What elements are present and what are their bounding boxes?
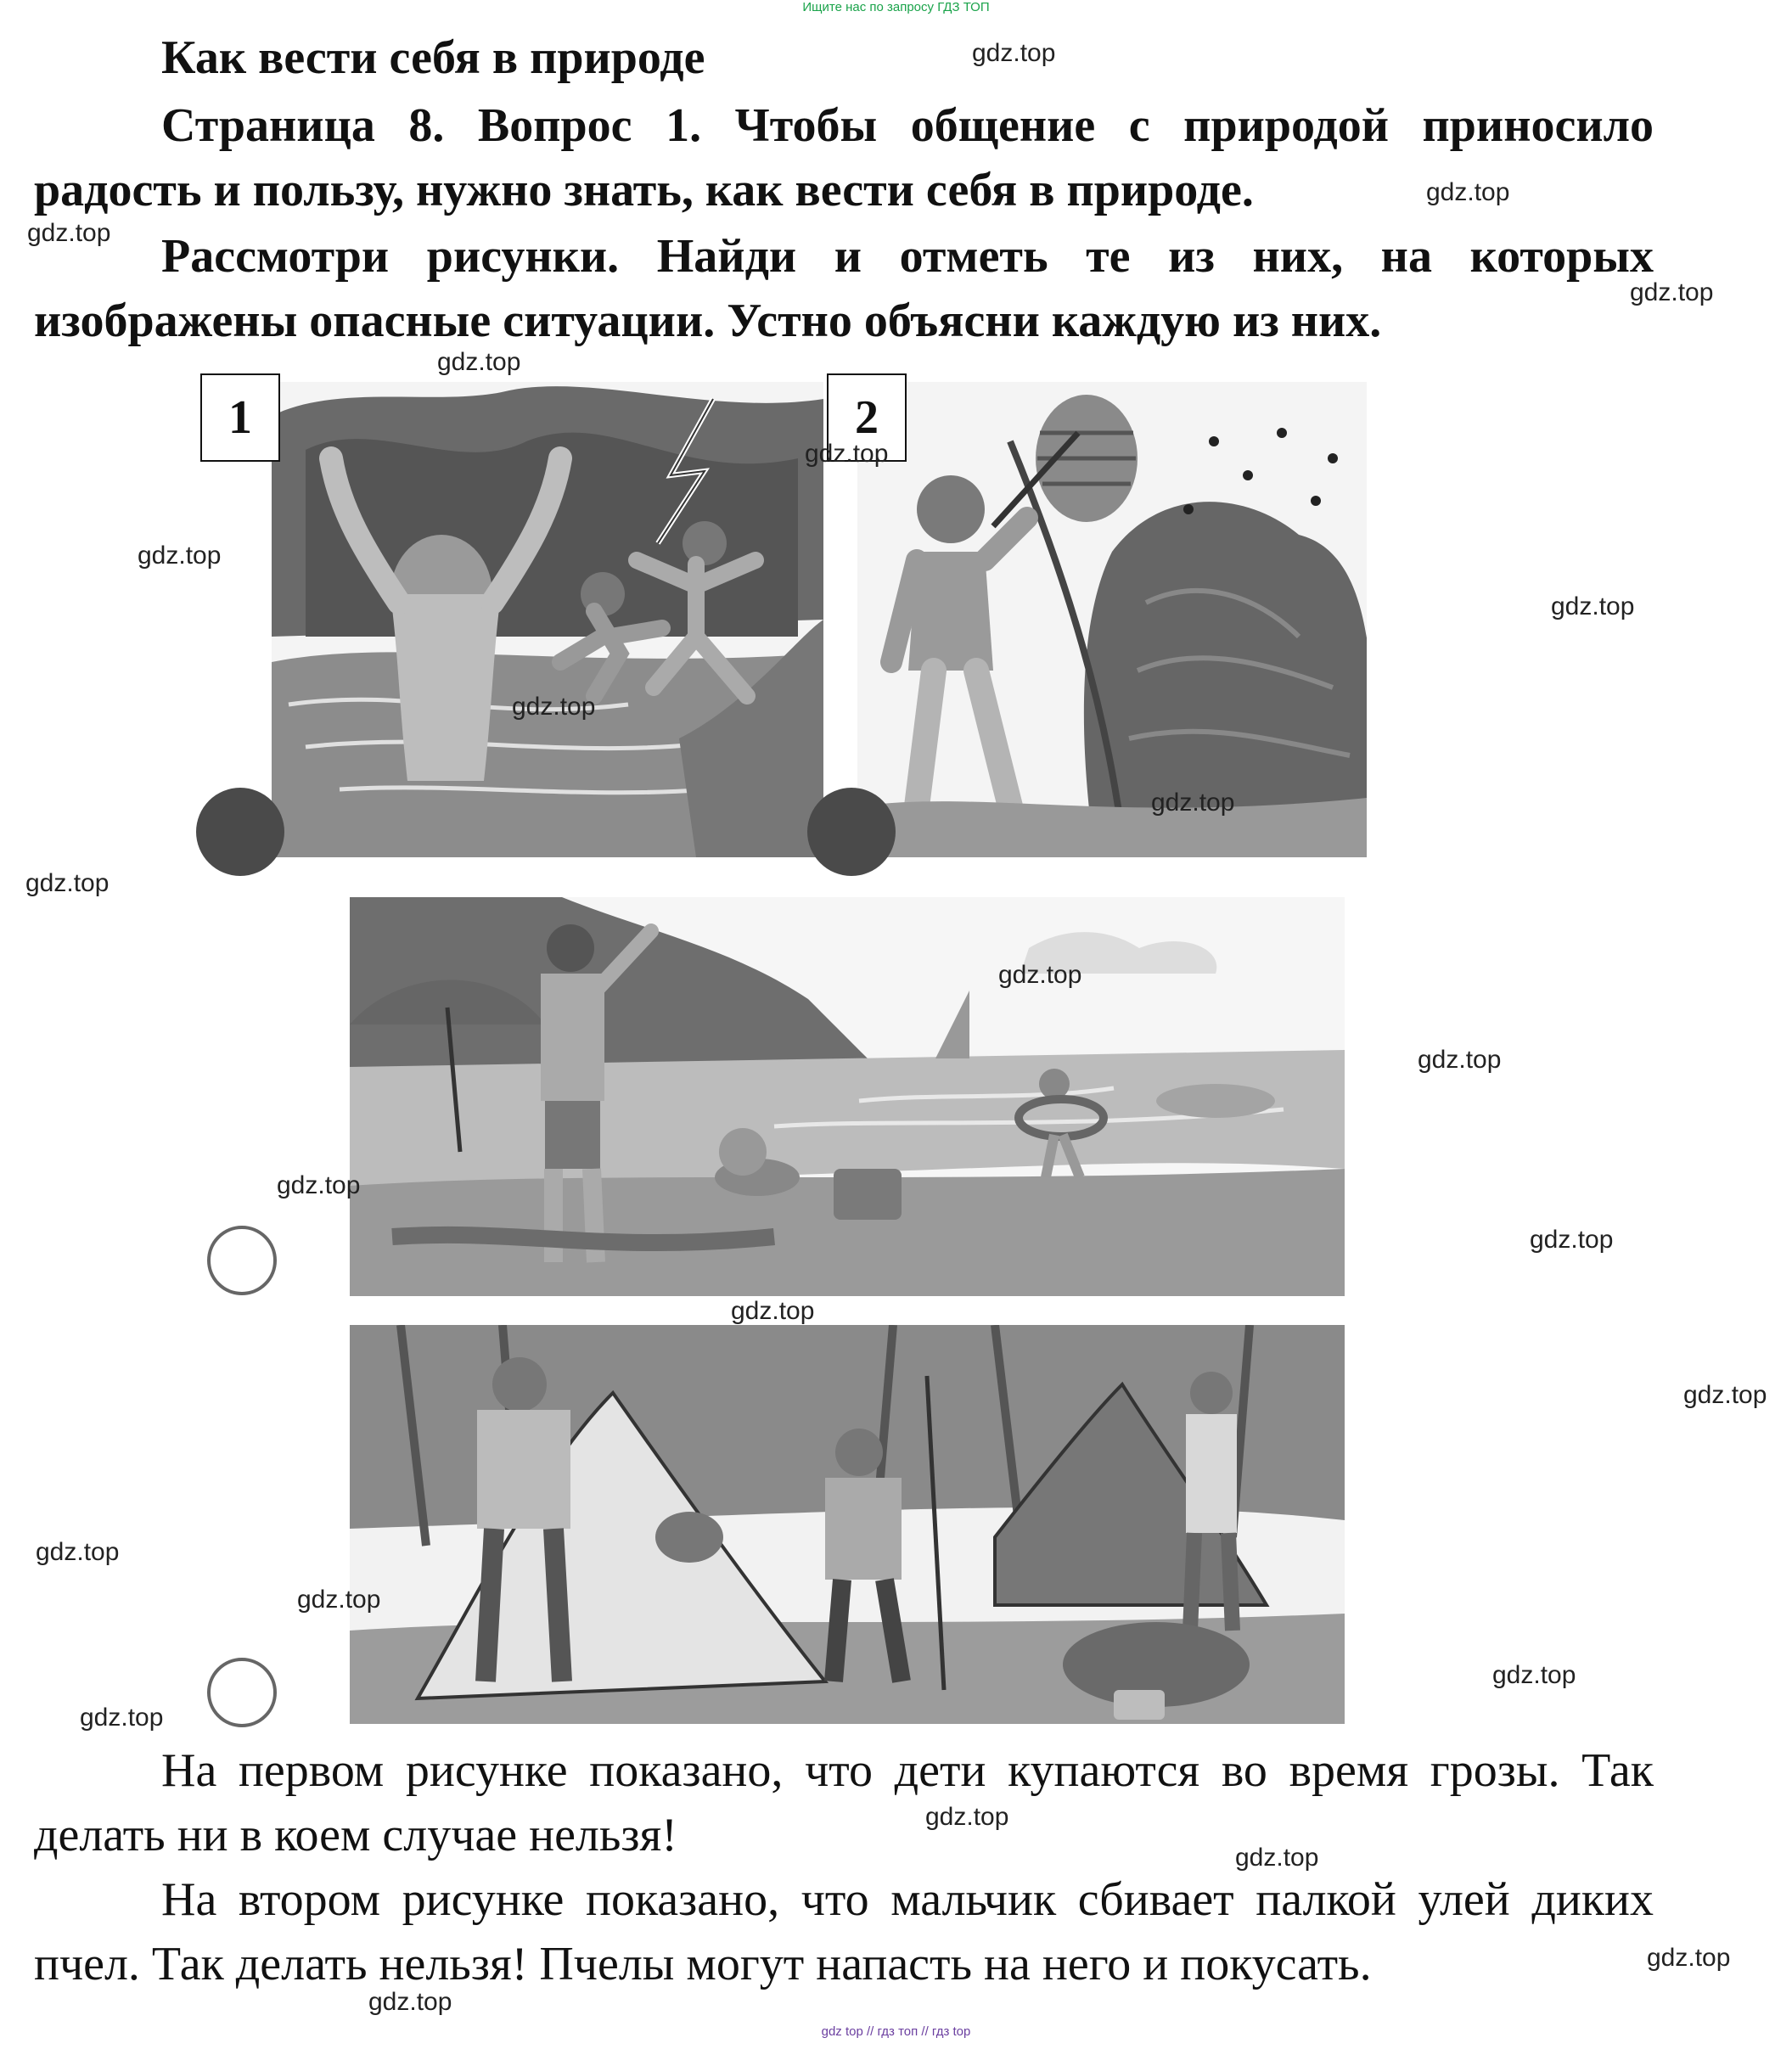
watermark: gdz.top — [27, 219, 111, 247]
watermark: gdz.top — [1551, 592, 1635, 620]
watermark: gdz.top — [805, 440, 889, 468]
task-line-1: Страница 8. Вопрос 1. Чтобы общение с природой приносило — [161, 99, 1654, 152]
watermark: gdz.top — [297, 1586, 381, 1614]
bottom-banner[interactable]: gdz top // гдз топ // гдз top — [821, 2024, 971, 2039]
watermark: gdz.top — [925, 1803, 1009, 1831]
answer-2-line-2: пчел. Так делать нельзя! Пчелы могут напасть на него и покусать. — [34, 1938, 1372, 1990]
task-line-3: Рассмотри рисунки. Найди и отметь те из них, на которых — [161, 230, 1654, 283]
picture-1-thunderstorm-swimming — [272, 382, 823, 857]
watermark: gdz.top — [277, 1171, 361, 1199]
watermark: gdz.top — [1647, 1944, 1731, 1972]
watermark: gdz.top — [1151, 789, 1235, 817]
watermark: gdz.top — [512, 693, 596, 721]
watermark: gdz.top — [1683, 1381, 1767, 1409]
answer-1-line-1: На первом рисунке показано, что дети купаются во время грозы. Так — [161, 1744, 1654, 1797]
picture-2-number: 2 — [827, 373, 907, 462]
watermark: gdz.top — [36, 1538, 120, 1566]
task-line-4: изображены опасные ситуации. Устно объясни каждую из них. — [34, 295, 1382, 347]
picture-1-mark-filled[interactable] — [196, 788, 284, 876]
watermark: gdz.top — [437, 348, 521, 376]
watermark: gdz.top — [1630, 278, 1714, 306]
watermark: gdz.top — [368, 1988, 452, 2016]
watermark: gdz.top — [731, 1297, 815, 1325]
picture-1-number: 1 — [200, 373, 280, 462]
watermark: gdz.top — [138, 542, 222, 570]
answer-1-line-2: делать ни в коем случае нельзя! — [34, 1809, 677, 1861]
watermark: gdz.top — [80, 1704, 164, 1732]
page-title: Как вести себя в природе — [161, 31, 705, 84]
watermark: gdz.top — [1418, 1046, 1502, 1074]
picture-3-beach — [350, 897, 1345, 1296]
picture-3-mark-empty[interactable] — [207, 1226, 277, 1295]
picture-2-bee-hive — [857, 382, 1367, 857]
watermark: gdz.top — [1530, 1226, 1614, 1254]
picture-4-mark-empty[interactable] — [207, 1658, 277, 1727]
watermark: gdz.top — [972, 39, 1056, 67]
watermark: gdz.top — [998, 961, 1082, 989]
watermark: gdz.top — [1492, 1661, 1576, 1689]
picture-2-mark-filled[interactable] — [807, 788, 896, 876]
picture-4-tents — [350, 1325, 1345, 1724]
watermark: gdz.top — [1426, 178, 1510, 206]
answer-2-line-1: На втором рисунке показано, что мальчик сбивает палкой улей диких — [161, 1873, 1654, 1926]
watermark: gdz.top — [25, 869, 110, 897]
top-banner[interactable]: Ищите нас по запросу ГДЗ ТОП — [802, 0, 990, 14]
task-line-2: радость и пользу, нужно знать, как вести себя в природе. — [34, 164, 1254, 216]
watermark: gdz.top — [1235, 1844, 1319, 1872]
